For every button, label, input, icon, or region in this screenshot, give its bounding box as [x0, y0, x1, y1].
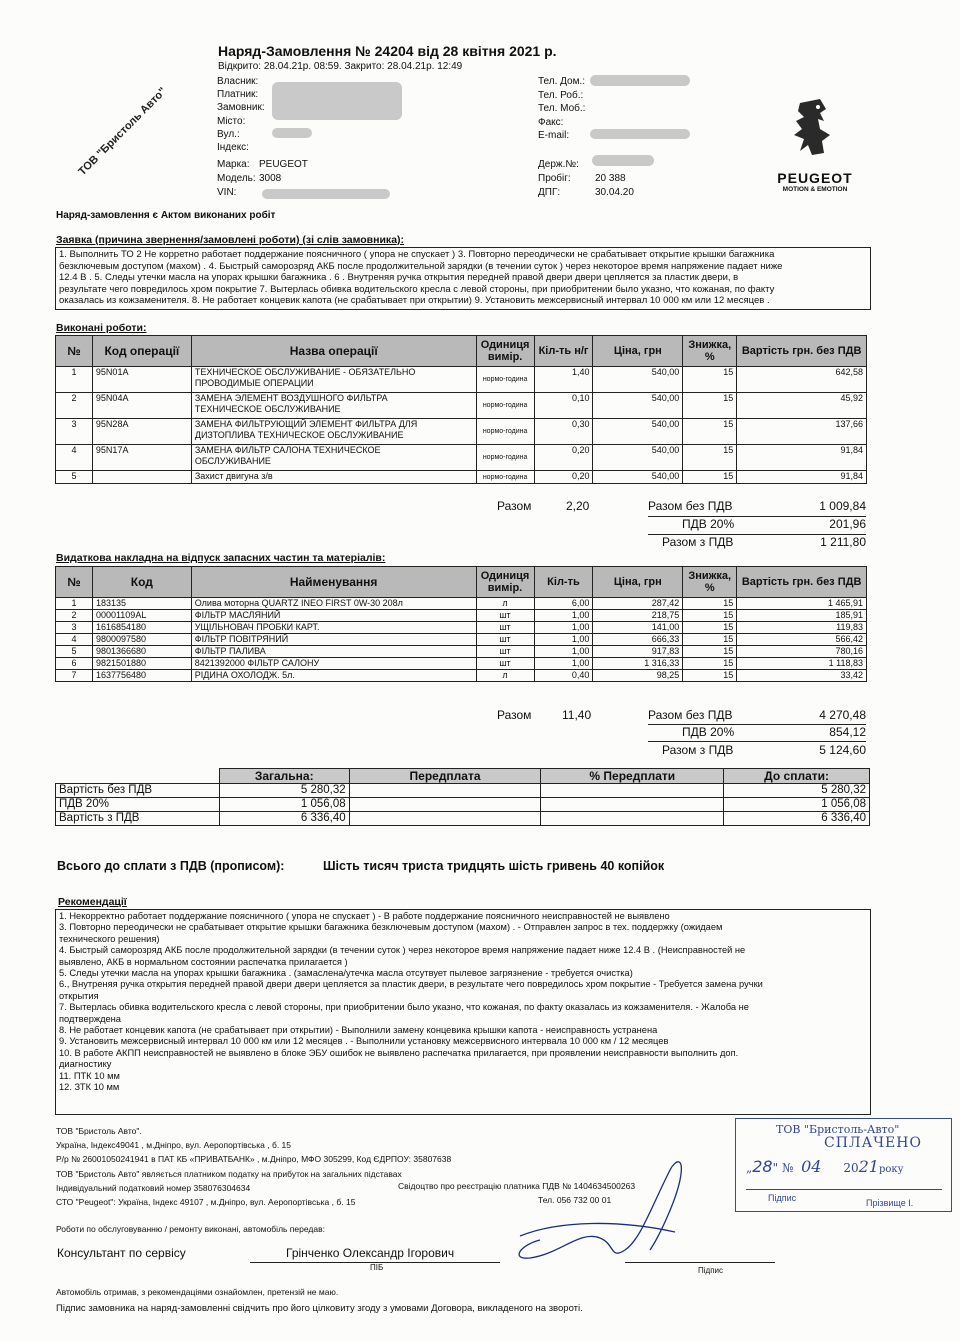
parts-with-vat-label: Разом з ПДВ [662, 743, 734, 757]
paid-stamp-year-prefix: 20 [843, 1161, 859, 1175]
cell-number: 4 [56, 445, 93, 471]
cell-code: 00001109AL [92, 610, 191, 622]
footer-line: Індивідуальний податковий номер 358076304634 [56, 1182, 251, 1193]
cell-number: 1 [56, 598, 93, 610]
cell-discount: 15 [683, 634, 737, 646]
cell-price: 141,00 [593, 622, 683, 634]
works-sum-qty: 2,20 [566, 499, 590, 513]
payment-col-total: Загальна: [219, 769, 349, 784]
works-no-vat-label: Разом без ПДВ [648, 499, 733, 513]
owner-label: Власник: [217, 76, 259, 87]
parts-vat-value: 854,12 [829, 725, 866, 739]
cell-total: 33,42 [737, 670, 867, 682]
opened-closed: Відкрито: 28.04.21р. 08:59. Закрито: 28.04.21р. 12:49 [218, 61, 463, 72]
paid-stamp-month: 04 [801, 1157, 822, 1176]
footer-line: ТОВ "Бристоль Авто" являється платником податку на прибуток на загальних підставах [56, 1168, 402, 1179]
works-vat-value: 201,96 [829, 517, 866, 531]
mileage-label: Пробіг: [538, 173, 571, 184]
cell-discount: 15 [683, 471, 737, 484]
cell-discount: 15 [683, 419, 737, 445]
col-number: № [56, 567, 93, 598]
dpg-value: 30.04.20 [595, 187, 634, 198]
paid-stamp-sign-line [746, 1189, 942, 1190]
cell-name [191, 445, 476, 471]
cell-number: 2 [56, 393, 93, 419]
cell-qty: 1,00 [534, 634, 593, 646]
cell-code: 9821501880 [92, 658, 191, 670]
cell-qty: 1,40 [534, 367, 593, 393]
recommendation-line: диагностику [59, 1059, 112, 1070]
name-line: ПРОВОДИМЫЕ ОПЕРАЦИИ [194, 378, 314, 388]
cell-total: 91,84 [737, 445, 867, 471]
cell-total: 642,58 [737, 367, 867, 393]
payment-row-label: ПДВ 20% [56, 798, 220, 812]
cell-price: 287,42 [593, 598, 683, 610]
paid-stamp-status: СПЛАЧЕНО [824, 1135, 922, 1151]
name-line: ЗАМЕНА ФИЛЬТРУЮЩИЙ ЭЛЕМЕНТ ФИЛЬТРА ДЛЯ [194, 419, 418, 429]
footer-line: Р/р № 26001050241941 в ПАТ КБ «ПРИВАТБАНК» , м.Дніпро, МФО 305299, Код ЄДРПОУ: 35807638 [56, 1154, 452, 1165]
cell-unit: шт [476, 610, 534, 622]
name-line: ТЕХНИЧЕСКОЕ ОБСЛУЖИВАНИЕ [194, 404, 341, 414]
table-row [56, 471, 867, 484]
cell-name: Захист двигуна з/в [191, 471, 476, 484]
cell-unit: шт [476, 622, 534, 634]
cell-name: УЩІЛЬНОВАЧ ПРОБКИ КАРТ. [191, 622, 476, 634]
recommendation-line: 3. Повторно переодически не срабатывает открытие крышки багажника безключевым доступом (махом) . - Отправлен запрос в тех. поддержку (ожидаем [59, 922, 723, 933]
mileage-value: 20 388 [595, 173, 626, 184]
service-phone: Тел. 056 732 00 01 [538, 1195, 612, 1205]
cell-discount: 15 [683, 646, 737, 658]
parts-no-vat-value: 4 270,48 [819, 708, 866, 722]
col-code: Код операції [92, 336, 191, 367]
redacted-vin [262, 189, 390, 199]
works-no-vat-value: 1 009,84 [819, 499, 866, 513]
recommendation-line: 11. ПТК 10 мм [59, 1070, 120, 1081]
street-label: Вул.: [217, 128, 240, 140]
payer-label: Платник: [217, 89, 259, 101]
cell-unit: нормо-година [476, 419, 534, 445]
peugeot-logo [760, 95, 870, 195]
signature-icon [500, 1150, 720, 1270]
paid-stamp-num-label: № [781, 1161, 794, 1175]
cell-price: 540,00 [593, 419, 683, 445]
cell-number: 5 [56, 471, 93, 484]
cell-total: 45,92 [737, 393, 867, 419]
cell-price: 540,00 [593, 393, 683, 419]
parts-sum-label: Разом [497, 708, 532, 722]
cell-qty: 6,00 [534, 598, 593, 610]
col-unit: Одиниця вимір. [476, 567, 534, 598]
recommendation-line: 5. Следы утечки масла на упорах крышки багажника . (замаслена/утечка масла отсутвует пылевое загрязнение - требуется очистка) [59, 968, 633, 979]
cell-name: 8421392000 ФІЛЬТР САЛОНУ [191, 658, 476, 670]
redacted-phone [590, 75, 690, 86]
cell-unit: л [476, 670, 534, 682]
cell-qty: 1,00 [534, 658, 593, 670]
works-with-vat-label: Разом з ПДВ [662, 535, 734, 549]
email-label: E-mail: [538, 130, 570, 141]
table-row [56, 798, 870, 812]
col-price: Ціна, грн [593, 567, 683, 598]
recommendation-line: 12. ЗТК 10 мм [59, 1082, 120, 1093]
recommendation-line: 10. В работе АКПП неисправностей не выявлено в блоке ЭБУ ошибок не выявлено распечатка прилагается, при проявлении неисправности выполнить доп. [59, 1047, 739, 1058]
model-value: 3008 [259, 173, 282, 184]
col-discount: Знижка, % [683, 336, 737, 367]
cell-price: 98,25 [593, 670, 683, 682]
mobile-phone-label: Тел. Моб.: [538, 103, 586, 114]
cell-number: 3 [56, 622, 93, 634]
cell-qty: 0,20 [534, 445, 593, 471]
cell-code: 9800097580 [92, 634, 191, 646]
col-total: Вартість грн. без ПДВ [737, 336, 867, 367]
col-number: № [56, 336, 93, 367]
parts-no-vat-label: Разом без ПДВ [648, 708, 733, 722]
brand-tagline: MOTION & EMOTION [782, 186, 848, 193]
cell-number: 5 [56, 646, 93, 658]
redacted-plate [592, 155, 654, 166]
cell-code [92, 471, 191, 484]
footer-sto: СТО "Peugeot": Україна, Індекс 49107 , м.Дніпро, вул. Аеропортівська , б. 15 [56, 1197, 356, 1208]
redacted-client-block [272, 82, 402, 120]
recommendation-line: 1. Некорректно работает поддержание поясничного ( упора не спускает ) - В работе поддержание поясничного неисправностей не выявлено [59, 911, 670, 921]
payment-row-percent [541, 812, 724, 826]
works-heading: Виконані роботи: [56, 322, 147, 334]
cell-name: ФІЛЬТР МАСЛЯНИЙ [191, 610, 476, 622]
parts-table [55, 566, 867, 682]
table-row [56, 419, 867, 445]
consultant-name: Грінченко Олександр Ігорович [286, 1246, 455, 1260]
table-row [56, 622, 867, 634]
cell-discount: 15 [683, 658, 737, 670]
cell-name [191, 367, 476, 393]
cell-code: 1616854180 [92, 622, 191, 634]
cell-code: 95N17A [92, 445, 191, 471]
paid-stamp-year: 21 [858, 1157, 879, 1176]
table-row [56, 658, 867, 670]
company-stamp-text: ТОВ "Бристоль Авто" [76, 85, 169, 178]
cell-name: ФІЛЬТР ПОВІТРЯНИЙ [191, 634, 476, 646]
recommendations-box [55, 909, 871, 1115]
home-phone-label: Тел. Дом.: [538, 76, 586, 87]
col-unit: Одиниця вимір. [476, 336, 534, 367]
fax-label: Факс: [538, 116, 564, 128]
table-row [56, 393, 867, 419]
col-code: Код [92, 567, 191, 598]
cell-price: 218,75 [593, 610, 683, 622]
payment-row-prepaid [349, 812, 541, 826]
cell-qty: 0,10 [534, 393, 593, 419]
cell-number: 3 [56, 419, 93, 445]
cell-qty: 1,00 [534, 646, 593, 658]
recommendation-line: 4. Быстрый саморозряд АКБ после продолжительной зарядки (в течении суток ) через некоторое время напряжение падает ниже 12.4 В . (Неисправностей не [59, 945, 746, 956]
payment-corner [56, 769, 220, 784]
pib-label: ПІБ [370, 1263, 384, 1272]
brand-name: PEUGEOT [777, 170, 853, 186]
request-box [55, 247, 871, 310]
cell-unit: нормо-година [476, 445, 534, 471]
request-heading: Заявка (причина звернення/замовлені роботи) (зі слів замовника): [56, 234, 405, 246]
table-row [56, 445, 867, 471]
redacted-street [272, 128, 312, 138]
cell-unit: шт [476, 658, 534, 670]
recommendation-line: 7. Вытерлась обивка водительского кресла с левой стороны, при приобритении было указно, что кожаная, по факту оказалась из кожзаменителя. - Жалоба не [59, 1002, 749, 1013]
name-line: ЗАМЕНА ЭЛЕМЕНТ ВОЗДУШНОГО ФИЛЬТРА [194, 393, 388, 403]
cell-number: 4 [56, 634, 93, 646]
work-phone-label: Тел. Роб.: [538, 89, 584, 101]
plate-label: Держ.№: [538, 159, 579, 170]
company-rotated-stamp [76, 56, 203, 183]
cell-code: 95N28A [92, 419, 191, 445]
cell-unit: нормо-година [476, 393, 534, 419]
parts-vat-label: ПДВ 20% [682, 725, 735, 739]
cell-discount: 15 [683, 393, 737, 419]
paid-stamp-company: ТОВ "Бристоль-Авто" [776, 1123, 900, 1136]
footer-line: ТОВ "Бристоль Авто". [56, 1126, 142, 1136]
paid-stamp-sign-label: Підпис [768, 1193, 797, 1203]
col-total: Вартість грн. без ПДВ [737, 567, 867, 598]
request-line: безключевым доступом (махом) . 4. Быстрый саморозряд АКБ после продолжительной зарядки (в течении суток ) через некоторое время напряжение падает ниже [59, 260, 783, 272]
payment-row-total: 6 336,40 [219, 812, 349, 826]
col-price: Ціна, грн [593, 336, 683, 367]
city-label: Місто: [217, 115, 246, 127]
contacts-block [538, 75, 585, 143]
recommendation-line: 8. Не работает концевик капота (не срабатывает при открытии) - Выполнили замену концевика крышки капота - неисправность устранена [59, 1025, 658, 1036]
cell-unit: нормо-година [476, 471, 534, 484]
table-row [56, 598, 867, 610]
cell-total: 119,83 [737, 622, 867, 634]
request-line: 12.4 В . 5. Следы утечки масла на упорах крышки багажника . 6 . Внутреняя ручка открытия передней правой двери двери цепляется за пластик двери, в [59, 272, 739, 283]
works-sum-label: Разом [497, 499, 532, 513]
total-words-label: Всього до сплати з ПДВ (прописом): [57, 859, 285, 873]
act-note: Наряд-замовлення є Актом виконаних робіт [56, 210, 276, 221]
cell-total: 1 465,91 [737, 598, 867, 610]
col-qty: Кіл-ть н/г [534, 336, 593, 367]
payment-col-prepaid-percent: % Передплати [541, 769, 724, 784]
total-words-value: Шість тисяч триста тридцять шість гривень 40 копійок [323, 859, 665, 873]
request-line: 1. Выполнить ТО 2 Не корретно работает поддержание поясничного ( упора не спускает ) 3. Повторно переодически не срабатывает открытие крышки багажника [59, 249, 775, 260]
make-value: PEUGEOT [259, 159, 308, 170]
payment-row-due: 6 336,40 [724, 812, 870, 826]
sign-label: Підпис [698, 1266, 723, 1275]
col-qty: Кіл-ть [534, 567, 593, 598]
model-label: Модель: [217, 173, 256, 184]
recommendation-line: выявлено, АКБ в нормальном состоянии распечатка прилагается ) [59, 956, 348, 967]
cell-number: 1 [56, 367, 93, 393]
col-name: Найменування [191, 567, 476, 598]
cell-qty: 1,00 [534, 622, 593, 634]
works-table [55, 335, 867, 484]
cell-unit: л [476, 598, 534, 610]
recommendation-line: 9. Установить межсервисный интервал 10 000 км или 12 месяцев . - Выполнили установку межсервисного интервала 10 000 км / 12 месяцев [59, 1036, 669, 1047]
table-row [56, 784, 870, 798]
payment-table [55, 768, 870, 826]
cell-number: 6 [56, 658, 93, 670]
handover-text: Роботи по обслуговуванню / ремонту виконані, автомобіль передав: [56, 1224, 325, 1234]
paid-stamp [735, 1118, 952, 1212]
payment-row-prepaid [349, 784, 541, 798]
cell-unit: шт [476, 634, 534, 646]
payment-row-percent [541, 798, 724, 812]
recommendations-heading: Рекомендації [58, 896, 127, 908]
request-line: оказалась из кожзаменителя. 8. Не работает концевик капота (не срабатывает при открытии) 9. Установить межсервисный интервал 10 000 км или 12 месяцев . [59, 295, 770, 306]
payment-row-due: 1 056,08 [724, 798, 870, 812]
vin-label: VIN: [217, 187, 237, 198]
cell-code: 95N01A [92, 367, 191, 393]
cell-number: 7 [56, 670, 93, 682]
cell-code: 95N04A [92, 393, 191, 419]
col-name: Назва операції [191, 336, 476, 367]
cell-code: 9801366680 [92, 646, 191, 658]
parts-heading: Видаткова накладна на відпуск запасних частин та матеріалів: [56, 552, 386, 564]
payment-row-due: 5 280,32 [724, 784, 870, 798]
payment-row-total: 5 280,32 [219, 784, 349, 798]
cell-discount: 15 [683, 367, 737, 393]
name-line: ЗАМЕНА ФИЛЬТР САЛОНА ТЕХНИЧЕСКОЕ [194, 445, 381, 455]
col-discount: Знижка, % [683, 567, 737, 598]
consultant-label: Консультант по сервісу [57, 1246, 186, 1260]
table-row [56, 812, 870, 826]
footer-company-block [56, 1124, 451, 1209]
cell-discount: 15 [683, 670, 737, 682]
table-row [56, 670, 867, 682]
name-line: ТЕХНИЧЕСКОЕ ОБСЛУЖИВАНИЕ - ОБЯЗАТЕЛЬНО [194, 367, 416, 377]
paid-stamp-year-suffix: року [878, 1164, 904, 1175]
payment-col-due: До сплати: [724, 769, 870, 784]
client-labels [217, 75, 265, 154]
parts-with-vat-value: 5 124,60 [819, 743, 866, 757]
cell-price: 666,33 [593, 634, 683, 646]
paid-stamp-surname-label: Прізвище І. [866, 1198, 914, 1208]
recommendation-line: 6., Внутреняя ручка открытия передней правой двери двери цепляется за пластик двери, в результате чего повредилось хром покрытие - Требуется замена ручки [59, 979, 763, 990]
cell-name: РІДИНА ОХОЛОДЖ. 5л. [191, 670, 476, 682]
payment-row-prepaid [349, 798, 541, 812]
cell-price: 1 316,33 [593, 658, 683, 670]
cell-total: 566,42 [737, 634, 867, 646]
recommendation-line: подтверждена [59, 1013, 121, 1024]
parts-sum-qty: 11,40 [562, 708, 592, 722]
table-row [56, 367, 867, 393]
works-vat-label: ПДВ 20% [682, 517, 735, 531]
received-text: Автомобіль отримав, з рекомендаціями ознайомлен, претензій не маю. [56, 1287, 339, 1297]
cell-unit: шт [476, 646, 534, 658]
cell-discount: 15 [683, 598, 737, 610]
payment-row-label: Вартість без ПДВ [56, 784, 220, 798]
payment-row-total: 1 056,08 [219, 798, 349, 812]
agreement-text: Підпис замовника на наряд-замовленні свідчить про його цілковиту згоду з умовами Договора, викладеного на звороті. [56, 1303, 583, 1314]
recommendation-line: открытия [59, 990, 99, 1001]
cell-discount: 15 [683, 622, 737, 634]
cell-qty: 1,00 [534, 610, 593, 622]
cell-total: 1 118,83 [737, 658, 867, 670]
cell-price: 917,83 [593, 646, 683, 658]
cell-total: 185,91 [737, 610, 867, 622]
paid-stamp-date-line [746, 1157, 946, 1176]
name-line: ОБСЛУЖИВАНИЕ [194, 456, 271, 466]
cell-number: 2 [56, 610, 93, 622]
cell-total: 91,84 [737, 471, 867, 484]
cell-name [191, 419, 476, 445]
make-label: Марка: [217, 159, 250, 170]
works-with-vat-value: 1 211,80 [820, 535, 866, 549]
payment-row-percent [541, 784, 724, 798]
table-row [56, 646, 867, 658]
parts-divider [648, 741, 866, 742]
cell-name: ФІЛЬТР ПАЛИВА [191, 646, 476, 658]
cell-code: 183135 [92, 598, 191, 610]
paid-stamp-quote-open: „ [746, 1161, 753, 1175]
cell-name [191, 393, 476, 419]
page-title: Наряд-Замовлення № 24204 від 28 квітня 2021 р. [218, 43, 557, 59]
cell-qty: 0,30 [534, 419, 593, 445]
cell-name: Олива моторна QUARTZ INEO FIRST 0W-30 208л [191, 598, 476, 610]
index-label: Індекс: [217, 142, 249, 154]
paid-stamp-quote-close: " [772, 1161, 779, 1175]
payment-col-prepaid: Передплата [349, 769, 541, 784]
table-row [56, 634, 867, 646]
cell-price: 540,00 [593, 471, 683, 484]
cell-code: 1637756480 [92, 670, 191, 682]
cell-unit: нормо-година [476, 367, 534, 393]
cell-total: 780,16 [737, 646, 867, 658]
payment-row-label: Вартість з ПДВ [56, 812, 220, 826]
cell-total: 137,66 [737, 419, 867, 445]
cell-price: 540,00 [593, 367, 683, 393]
redacted-email [590, 129, 690, 139]
paid-stamp-day: 28 [752, 1157, 773, 1176]
customer-label: Замовник: [217, 102, 265, 114]
cell-qty: 0,40 [534, 670, 593, 682]
cell-discount: 15 [683, 445, 737, 471]
vat-certificate: Свідоцтво про реєстрацію платника ПДВ № 1404634500263 [398, 1181, 636, 1191]
table-row [56, 610, 867, 622]
name-line: ДИЗТОПЛИВА ТЕХНИЧЕСКОЕ ОБСЛУЖИВАНИЕ [194, 430, 404, 440]
peugeot-lion-icon [760, 95, 870, 163]
recommendation-line: технического решения) [59, 933, 160, 944]
footer-line: Україна, Індекс49041 , м.Дніпро, вул. Аеропортівська , б. 15 [56, 1140, 291, 1151]
cell-price: 540,00 [593, 445, 683, 471]
request-line: результате чего повредилось хром покрытие 7. Вытерлась обивка водительского кресла с левой стороны, при приобритении было указно, что кожаная, по факту [59, 283, 775, 295]
cell-discount: 15 [683, 610, 737, 622]
cell-qty: 0,20 [534, 471, 593, 484]
dpg-label: ДПГ: [538, 187, 561, 198]
